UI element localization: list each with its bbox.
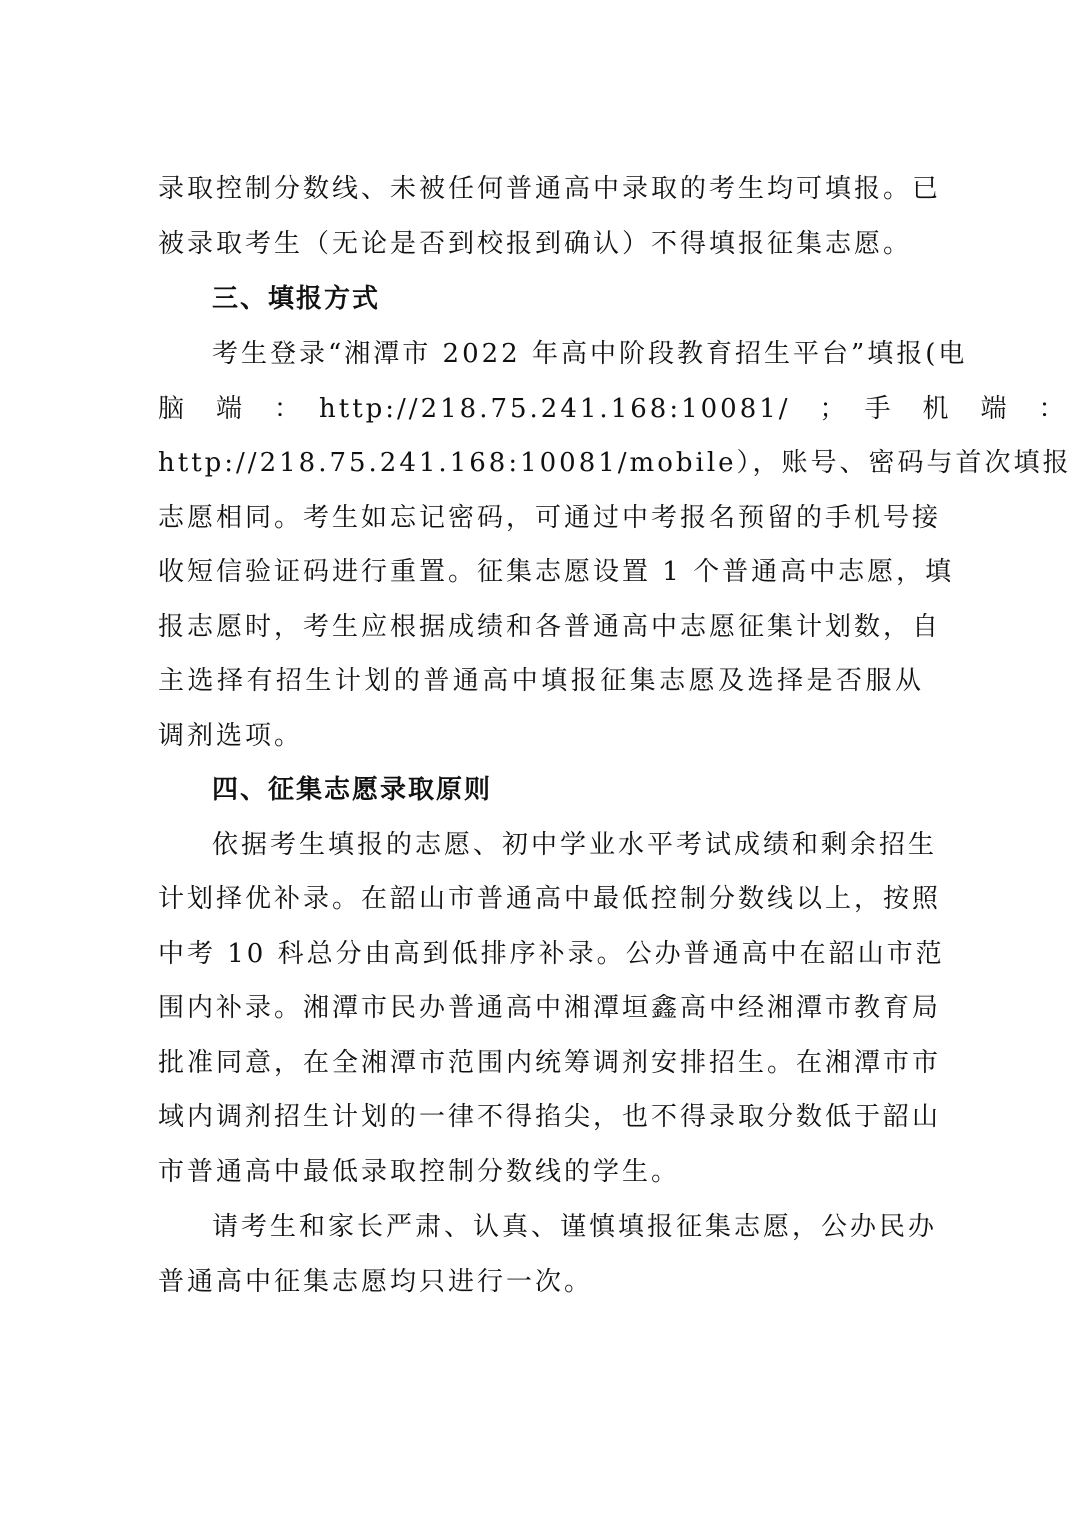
paragraph-line: 主选择有招生计划的普通高中填报征集志愿及选择是否服从 [158,666,924,696]
section-heading: 四、征集志愿录取原则 [212,775,493,805]
paragraph-line: 域内调剂招生计划的一律不得掐尖，也不得录取分数低于韶山 [158,1102,942,1132]
paragraph-line: 依据考生填报的志愿、初中学业水平考试成绩和剩余招生 [212,830,938,860]
paragraph-line: 市普通高中最低录取控制分数线的学生。 [158,1157,681,1187]
paragraph-line: 中考 10 科总分由高到低排序补录。公办普通高中在韶山市范 [158,939,945,969]
section-heading: 三、填报方式 [212,284,381,314]
paragraph-line: 普通高中征集志愿均只进行一次。 [158,1267,594,1297]
paragraph-line: 批准同意，在全湘潭市范围内统筹调剂安排招生。在湘潭市市 [158,1048,942,1078]
paragraph-line: 计划择优补录。在韶山市普通高中最低控制分数线以上，按照 [158,884,942,914]
paragraph-line: 脑 端 ： http://218.75.241.168:10081/ ； 手 机 端 ： [158,394,1068,424]
paragraph-line: 调剂选项。 [158,721,304,751]
paragraph-line: http://218.75.241.168:10081/mobile），账号、密码与首次填报 [158,448,1072,478]
paragraph-line: 收短信验证码进行重置。征集志愿设置 1 个普通高中志愿，填 [158,557,955,587]
paragraph-line: 报志愿时，考生应根据成绩和各普通高中志愿征集计划数，自 [158,612,942,642]
paragraph-line: 考生登录“湘潭市 2022 年高中阶段教育招生平台”填报(电 [212,339,968,369]
paragraph-line: 志愿相同。考生如忘记密码，可通过中考报名预留的手机号接 [158,503,942,533]
paragraph-line: 录取控制分数线、未被任何普通高中录取的考生均可填报。已 [158,174,942,204]
paragraph-line: 围内补录。湘潭市民办普通高中湘潭垣鑫高中经湘潭市教育局 [158,993,942,1023]
paragraph-line: 请考生和家长严肃、认真、谨慎填报征集志愿，公办民办 [212,1212,938,1242]
paragraph-line: 被录取考生（无论是否到校报到确认）不得填报征集志愿。 [158,229,913,259]
